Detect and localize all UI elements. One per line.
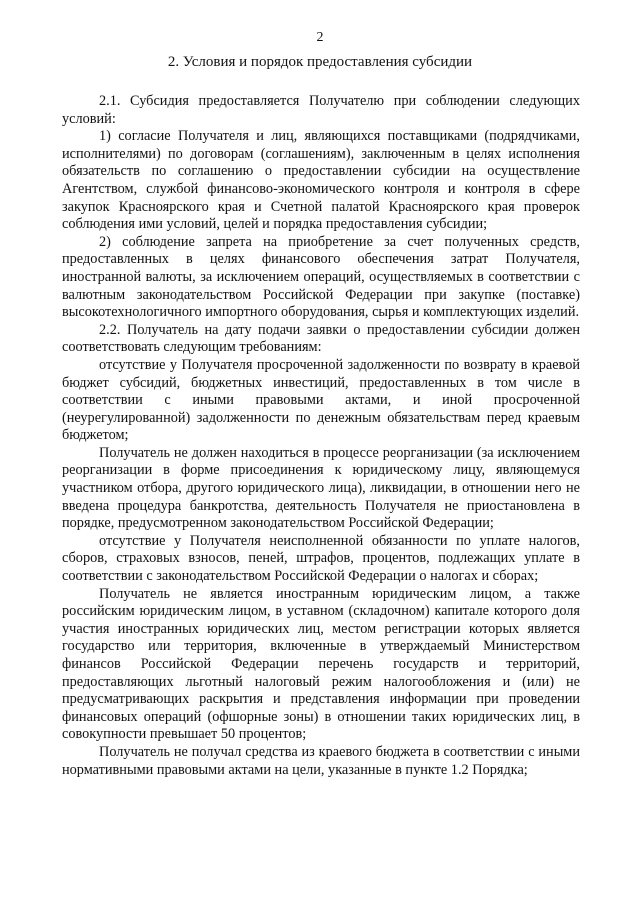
- page-number: 2: [316, 30, 324, 45]
- document-body: [62, 93, 580, 779]
- paragraph: 2) соблюдение запрета на приобретение за счет полученных средств, предоставленных в целях финансового обеспечения затрат Получателя, иностранной валюты, за исключением операций, осуществляемых в соответствии с валютным законодательством Российской Федерации при закупке (поставке) высокотехнологичного импортного оборудования, сырья и комплектующих изделий.: [62, 233, 580, 321]
- paragraph: отсутствие у Получателя неисполненной обязанности по уплате налогов, сборов, страховых взносов, пеней, штрафов, процентов, подлежащих уплате в соответствии с законодательством Российской Федерации о налогах и сборах;: [62, 532, 580, 585]
- section-title: 2. Условия и порядок предоставления субсидии: [167, 54, 473, 70]
- paragraph: Получатель не получал средства из краевого бюджета в соответствии с иными нормативными правовыми актами на цели, указанные в пункте 1.2 Порядка;: [62, 743, 580, 778]
- paragraph: отсутствие у Получателя просроченной задолженности по возврату в краевой бюджет субсидий, бюджетных инвестиций, предоставленных в том числе в соответствии с иными правовыми актами, и иной просроченной (неурегулированной) задолженности по денежным обязательствам перед краевым бюджетом;: [62, 356, 580, 444]
- paragraph: Получатель не должен находиться в процессе реорганизации (за исключением реорганизации в форме присоединения к юридическому лицу, являющемуся участником отбора, другого юридического лица), ликвидации, в отношении него не введена процедура банкротства, деятельность Получателя не приостановлена в порядке, предусмотренном законодательством Российской Федерации;: [62, 444, 580, 532]
- paragraph: 1) согласие Получателя и лиц, являющихся поставщиками (подрядчиками, исполнителями) по договорам (соглашениям), заключенным в целях исполнения обязательств по соглашению о предоставлении субсидии на осуществление Агентством, службой финансово-экономического контроля и контроля в сфере закупок Красноярского края и Счетной палатой Красноярского края проверок соблюдения ими условий, целей и порядка предоставления субсидии;: [62, 128, 580, 233]
- paragraph: 2.2. Получатель на дату подачи заявки о предоставлении субсидии должен соответствовать следующим требованиям:: [62, 321, 580, 356]
- paragraph: Получатель не является иностранным юридическим лицом, а также российским юридическим лицом, в уставном (складочном) капитале которого доля участия иностранных юридических лиц, местом регистрации которых является государство или территория, включенные в утверждаемый Министерством финансов Российской Федерации перечень государств и территорий, предоставляющих льготный налоговый режим налогообложения и (или) не предусматривающих раскрытия и представления информации при проведении финансовых операций (офшорные зоны) в отношении таких юридических лиц, в совокупности превышает 50 процентов;: [62, 585, 580, 743]
- paragraph: 2.1. Субсидия предоставляется Получателю при соблюдении следующих условий:: [62, 93, 580, 127]
